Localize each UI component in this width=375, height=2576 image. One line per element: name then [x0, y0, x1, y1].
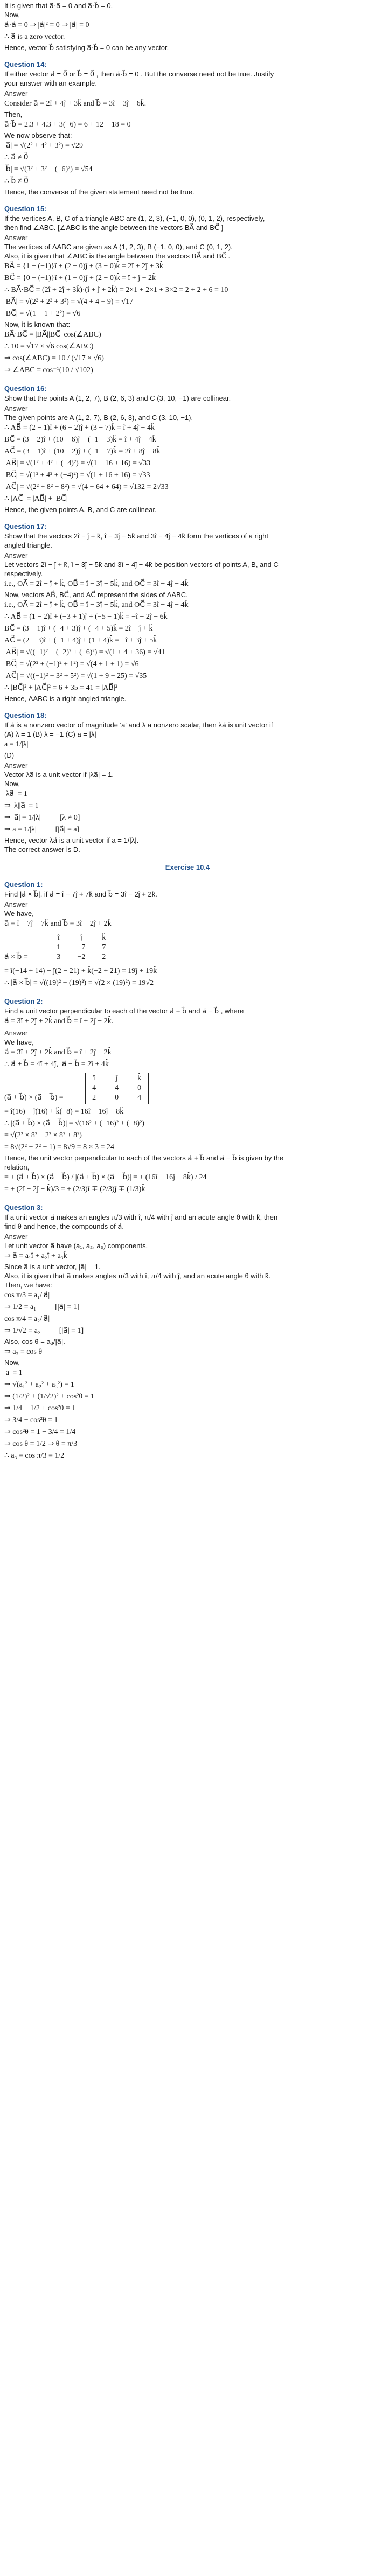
equation-line: a⃗ = 3î + 2ĵ + 2k̂ and b⃗ = î + 2ĵ − 2k̂	[4, 1048, 112, 1056]
text-line: Then, we have:	[4, 1281, 52, 1289]
text-line: Find |a⃗ × b⃗|, if a⃗ = î − 7ĵ + 7k̂ and b⃗ = 3î − 2ĵ + 2k̂.	[4, 890, 157, 898]
equation-line: BC⃗ = (3 − 2)î + (10 − 6)ĵ + (−1 − 3)k̂ = î + 4ĵ − 4k̂	[4, 436, 156, 444]
equation-line: ⇒ cos θ = 1/2 ⇒ θ = π/3	[4, 1440, 78, 1448]
text-line: Let vectors 2î − ĵ + k̂, î − 3ĵ − 5k̂ and 3î − 4ĵ − 4k̂ be position vectors of points A, B, and C	[4, 561, 279, 569]
equation-line: ⇒ a⃗ = a₁î + a₂ĵ + a₃k̂	[4, 1252, 67, 1260]
text-line: It is given that a⃗·a⃗ = 0 and a⃗·b⃗ = 0.	[4, 2, 113, 10]
text-line: relation,	[4, 1163, 30, 1171]
matrix-cell: −2	[77, 953, 86, 961]
equation-line: ⇒ |λ||a⃗| = 1	[4, 802, 39, 810]
answer-label: Answer	[4, 1029, 28, 1037]
matrix-cell: î	[93, 1074, 95, 1082]
text-line: your answer with an example.	[4, 79, 97, 87]
determinant	[4, 930, 371, 965]
text-line: (D)	[4, 751, 15, 759]
equation-line: cos π/3 = a₁/|a⃗|	[4, 1291, 50, 1299]
matrix-cell: ĵ	[80, 934, 82, 942]
equation-line: a⃗ = î − 7ĵ + 7k̂ and b⃗ = 3î − 2ĵ + 2k̂	[4, 920, 112, 928]
equation-line: ∴ |(a⃗ + b⃗) × (a⃗ − b⃗)| = √(16² + (−16)² + (−8)²)	[4, 1119, 145, 1128]
equation-line: ∴ |BC⃗|² + |AC⃗|² = 6 + 35 = 41 = |AB⃗|²	[4, 684, 118, 692]
equation-line: ⇒ √(a₁² + a₂² + a₃²) = 1	[4, 1381, 74, 1389]
equation-line: ∴ |a⃗ × b⃗| = √((19)² + (19)²) = √(2 × (19)²) = 19√2	[4, 979, 154, 987]
equation-line: |a⃗| = √(2² + 4² + 3²) = √29	[4, 142, 84, 150]
equation-line: i.e., OA⃗ = 2î − ĵ + k̂, OB⃗ = î − 3ĵ − 5k̂, and OC⃗ = 3î − 4ĵ − 4k̂	[4, 601, 189, 609]
question-title: Question 16:	[4, 384, 47, 393]
equation-line: BA⃗·BC⃗ = |BA⃗||BC⃗| cos(∠ABC)	[4, 331, 101, 339]
equation-line: ∴ b⃗ ≠ 0⃗	[4, 177, 29, 185]
text-line: (A) λ = 1 (B) λ = −1 (C) a = |λ|	[4, 730, 96, 738]
text-line: Vector λa⃗ is a unit vector if |λa⃗| = 1.	[4, 771, 114, 779]
equation-line: AC⃗ = (2 − 3)î + (−1 + 4)ĵ + (1 + 4)k̂ = −î + 3ĵ + 5k̂	[4, 636, 157, 645]
text-line: Now, it is known that:	[4, 320, 71, 328]
equation-line: ∴ a₃ = cos π/3 = 1/2	[4, 1452, 65, 1460]
equation-line: ⇒ 1/2 = a₁ [|a⃗| = 1]	[4, 1303, 80, 1311]
text-line: If a unit vector a⃗ makes an angles π/3 with î, π/4 with ĵ and an acute angle θ with k̂, then	[4, 1213, 278, 1221]
equation-line: ∴ AB⃗ = (2 − 1)î + (6 − 2)ĵ + (3 − 7)k̂ = î + 4ĵ − 4k̂	[4, 424, 155, 432]
equation-line: BC⃗ = (3 − 1)î + (−4 + 3)ĵ + (−4 + 5)k̂ = 2î − ĵ + k̂	[4, 625, 153, 633]
equation-line: ⇒ (1/2)² + (1/√2)² + cos²θ = 1	[4, 1392, 94, 1401]
matrix-row	[54, 933, 108, 943]
text-line: Since a⃗ is a unit vector, |a⃗| = 1.	[4, 1263, 101, 1271]
matrix-cell: 4	[92, 1084, 96, 1092]
matrix-row	[54, 953, 108, 962]
text-line: Hence, vector λa⃗ is a unit vector if a = 1/|λ|.	[4, 836, 139, 844]
equation-line: = √(2² × 8² + 2² × 8² + 8²)	[4, 1131, 82, 1139]
text-line: Now,	[4, 1359, 20, 1367]
determinant-prefix: a⃗ × b⃗ =	[4, 953, 28, 961]
text-line: Hence, the given points A, B, and C are collinear.	[4, 506, 157, 514]
equation-line: |AB⃗| = √((−1)² + (−2)² + (−6)²) = √(1 + 4 + 36) = √41	[4, 648, 165, 656]
equation-line: = î(−14 + 14) − ĵ(2 − 21) + k̂(−2 + 21) = 19ĵ + 19k̂	[4, 967, 157, 975]
equation-line: Consider a⃗ = 2î + 4ĵ + 3k̂ and b⃗ = 3î + 3ĵ − 6k̂.	[4, 100, 147, 108]
text-line: respectively.	[4, 570, 43, 578]
text-line: Now,	[4, 11, 20, 19]
text-line: The given points are A (1, 2, 7), B (2, 6, 3), and C (3, 10, −1).	[4, 414, 193, 422]
equation-line: ⇒ ∠ABC = cos⁻¹(10 / √102)	[4, 366, 93, 374]
determinant-matrix	[85, 1073, 149, 1104]
equation-line: cos π/4 = a₂/|a⃗|	[4, 1315, 50, 1323]
question-title: Question 15:	[4, 205, 47, 213]
answer-label: Answer	[4, 404, 28, 412]
question-title: Question 1:	[4, 880, 43, 888]
equation-line: BC⃗ = {0 − (−1)}î + (1 − 0)ĵ + (2 − 0)k̂ = î + ĵ + 2k̂	[4, 274, 156, 282]
answer-label: Answer	[4, 551, 28, 559]
equation-line: ∴ |AC⃗| = |AB⃗| + |BC⃗|	[4, 495, 68, 503]
exercise-heading: Exercise 10.4	[165, 863, 210, 871]
text-line: Now,	[4, 780, 20, 788]
matrix-cell: ĵ	[115, 1074, 118, 1082]
equation-line: |a| = 1	[4, 1369, 23, 1377]
text-line: If a⃗ is a nonzero vector of magnitude 'a' and λ a nonzero scalar, then λa⃗ is unit vector if	[4, 721, 273, 729]
equation-line: ⇒ 1/4 + 1/2 + cos²θ = 1	[4, 1404, 76, 1412]
equation-line: ⇒ a = 1/|λ| [|a⃗| = a]	[4, 825, 80, 834]
equation-line: AC⃗ = (3 − 1)î + (10 − 2)ĵ + (−1 − 7)k̂ = 2î + 8ĵ − 8k̂	[4, 447, 161, 456]
equation-line: ⇒ cos(∠ABC) = 10 / (√17 × √6)	[4, 354, 104, 362]
matrix-cell: î	[57, 934, 60, 942]
determinant-prefix: (a⃗ + b⃗) × (a⃗ − b⃗) =	[4, 1094, 64, 1102]
equation-line: ∴ AB⃗ = (1 − 2)î + (−3 + 1)ĵ + (−5 − 1)k̂ = −î − 2ĵ − 6k̂	[4, 613, 168, 621]
text-line: Also, it is given that a⃗ makes angles π/3 with î, π/4 with ĵ, and an acute angle θ with k̂.	[4, 1272, 271, 1280]
matrix-row	[90, 1074, 144, 1083]
text-line: Also, it is given that ∠ABC is the angle between the vectors BA⃗ and BC⃗ .	[4, 252, 231, 260]
equation-line: ⇒ 1/√2 = a₂ [|a⃗| = 1]	[4, 1327, 84, 1335]
text-line: Find a unit vector perpendicular to each of the vector a⃗ + b⃗ and a⃗ − b⃗ , where	[4, 1007, 244, 1015]
matrix-cell: 0	[115, 1094, 119, 1102]
text-line: Let unit vector a⃗ have (a₁, a₂, a₃) components.	[4, 1242, 148, 1250]
equation-line: ⇒ a₃ = cos θ	[4, 1348, 43, 1356]
equation-line: ∴ a⃗ + b⃗ = 4î + 4ĵ, a⃗ − b⃗ = 2î + 4k̂	[4, 1060, 109, 1068]
text-line: find θ and hence, the compounds of a⃗.	[4, 1222, 124, 1230]
text-line: The correct answer is D.	[4, 845, 80, 853]
text-line: Show that the points A (1, 2, 7), B (2, 6, 3) and C (3, 10, −1) are collinear.	[4, 394, 231, 402]
equation-line: ∴ a⃗ is a zero vector.	[4, 33, 65, 41]
matrix-cell: k̂	[137, 1074, 142, 1082]
equation-line: |AC⃗| = √(2² + 8² + 8²) = √(4 + 64 + 64) = √132 = 2√33	[4, 483, 169, 491]
equation-line: ⇒ cos²θ = 1 − 3/4 = 1/4	[4, 1428, 76, 1436]
answer-label: Answer	[4, 900, 28, 908]
question-title: Question 18:	[4, 711, 47, 719]
answer-label: Answer	[4, 1233, 28, 1241]
text-line: Show that the vectors 2î − ĵ + k̂, î − 3ĵ − 5k̂ and 3î − 4ĵ − 4k̂ form the vertices of a right	[4, 532, 268, 540]
equation-line: ∴ BA⃗·BC⃗ = (2î + 2ĵ + 3k̂)·(î + ĵ + 2k̂) = 2×1 + 2×1 + 3×2 = 2 + 2 + 6 = 10	[4, 286, 228, 294]
equation-line: |BA⃗| = √(2² + 2² + 3²) = √(4 + 4 + 9) = √17	[4, 298, 134, 306]
matrix-cell: 1	[57, 943, 61, 951]
matrix-row	[90, 1083, 144, 1093]
equation-line: |AB⃗| = √(1² + 4² + (−4)²) = √(1 + 16 + 16) = √33	[4, 459, 151, 467]
text-line: The vertices of ΔABC are given as A (1, 2, 3), B (−1, 0, 0), and C (0, 1, 2).	[4, 243, 233, 251]
equation-line: a⃗·b⃗ = 2.3 + 4.3 + 3(−6) = 6 + 12 − 18 = 0	[4, 121, 131, 129]
equation-line: a = 1/|λ|	[4, 740, 29, 748]
equation-line: |BC⃗| = √(2² + (−1)² + 1²) = √(4 + 1 + 1) = √6	[4, 660, 139, 668]
matrix-cell: 7	[102, 943, 106, 951]
answer-label: Answer	[4, 761, 28, 769]
matrix-cell: 2	[92, 1094, 96, 1102]
matrix-cell: 3	[57, 953, 61, 961]
matrix-cell: 0	[137, 1084, 142, 1092]
question-title: Question 3:	[4, 1203, 43, 1212]
matrix-cell: 4	[115, 1084, 119, 1092]
determinant	[4, 1070, 371, 1106]
text-line: Also, cos θ = a₃/|a⃗|.	[4, 1338, 65, 1346]
equation-line: |BC⃗| = √(1 + 1 + 2²) = √6	[4, 310, 81, 318]
equation-line: |AC⃗| = √((−1)² + 3² + 5²) = √(1 + 9 + 25) = √35	[4, 672, 147, 680]
answer-label: Answer	[4, 234, 28, 242]
equation-line: a⃗·a⃗ = 0 ⇒ |a⃗|² = 0 ⇒ |a⃗| = 0	[4, 21, 89, 29]
equation-line: ∴ 10 = √17 × √6 cos(∠ABC)	[4, 342, 94, 351]
determinant-matrix	[50, 932, 113, 963]
matrix-cell: 4	[137, 1094, 142, 1102]
matrix-row	[54, 943, 108, 953]
text-line: We now observe that:	[4, 131, 72, 139]
equation-line: = î(16) − ĵ(16) + k̂(−8) = 16î − 16ĵ − 8k̂	[4, 1108, 124, 1116]
text-line: Hence, ΔABC is a right-angled triangle.	[4, 695, 127, 703]
equation-line: = 8√(2² + 2² + 1) = 8√9 = 8 × 3 = 24	[4, 1143, 114, 1151]
text-line: Hence, the unit vector perpendicular to each of the vectors a⃗ + b⃗ and a⃗ − b⃗ is given by the	[4, 1154, 284, 1162]
text-line: angled triangle.	[4, 541, 52, 549]
text-line: If the vertices A, B, C of a triangle ABC are (1, 2, 3), (−1, 0, 0), (0, 1, 2), respectively,	[4, 214, 265, 222]
equation-line: ⇒ 3/4 + cos²θ = 1	[4, 1416, 58, 1424]
question-title: Question 17:	[4, 522, 47, 530]
matrix-cell: −7	[77, 943, 86, 951]
equation-line: a⃗ = 3î + 2ĵ + 2k̂ and b⃗ = î + 2ĵ − 2k̂.	[4, 1017, 114, 1025]
equation-line: BA⃗ = {1 − (−1)}î + (2 − 0)ĵ + (3 − 0)k̂ = 2î + 2ĵ + 3k̂	[4, 262, 163, 270]
equation-line: = ± (2î − 2ĵ − k̂)/3 = ± (2/3)î ∓ (2/3)ĵ ∓ (1/3)k̂	[4, 1185, 145, 1193]
text-line: Now, vectors AB⃗, BC⃗, and AC⃗ represent the sides of ΔABC.	[4, 591, 188, 599]
matrix-cell: 2	[102, 953, 106, 961]
answer-label: Answer	[4, 89, 28, 97]
matrix-cell: k̂	[102, 934, 106, 942]
matrix-row	[90, 1093, 144, 1103]
equation-line: i.e., OA⃗ = 2î − ĵ + k̂, OB⃗ = î − 3ĵ − 5k̂, and OC⃗ = 3î − 4ĵ − 4k̂	[4, 580, 189, 588]
text-line: Then,	[4, 110, 23, 118]
text-line: then find ∠ABC. [∠ABC is the angle between the vectors BA⃗ and BC⃗ ]	[4, 223, 224, 232]
text-line: We have,	[4, 1038, 34, 1046]
text-line: If either vector a⃗ = 0⃗ or b⃗ = 0⃗ , then a⃗·b⃗ = 0 . But the converse need not be true. Justify	[4, 70, 274, 78]
equation-line: |BC⃗| = √(1² + 4² + (−4)²) = √(1 + 16 + 16) = √33	[4, 471, 150, 479]
equation-line: ∴ a⃗ ≠ 0⃗	[4, 153, 29, 162]
question-title: Question 14:	[4, 60, 47, 68]
equation-line: ⇒ |a⃗| = 1/|λ| [λ ≠ 0]	[4, 814, 80, 822]
text-line: Hence, the converse of the given statement need not be true.	[4, 188, 195, 196]
equation-line: |b⃗| = √(3² + 3² + (−6)²) = √54	[4, 165, 93, 173]
text-line: We have,	[4, 909, 34, 918]
equation-line: = ± (a⃗ + b⃗) × (a⃗ − b⃗) / |(a⃗ + b⃗) × (a⃗ − b⃗)| = ± (16î − 16ĵ − 8k̂) / 24	[4, 1173, 207, 1181]
text-line: Hence, vector b⃗ satisfying a⃗·b⃗ = 0 can be any vector.	[4, 44, 169, 52]
question-title: Question 2:	[4, 997, 43, 1005]
equation-line: |λa⃗| = 1	[4, 790, 27, 798]
